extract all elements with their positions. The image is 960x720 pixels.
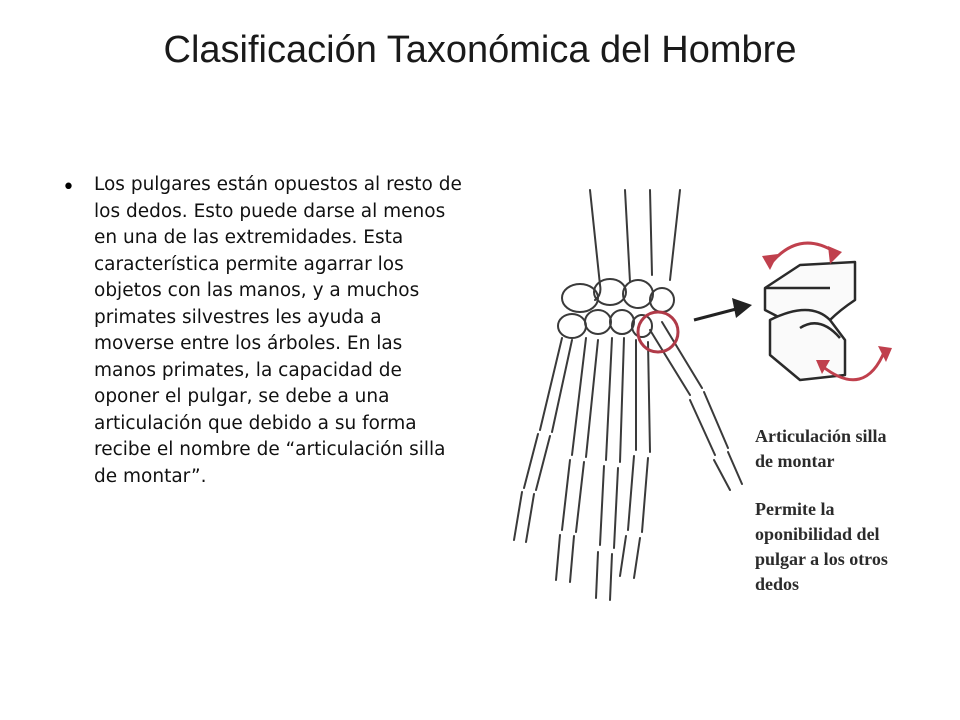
caption-description: Permite la oponibilidad del pulgar a los otros dedos [755, 499, 888, 594]
thumb-bones [650, 322, 742, 490]
index-finger [620, 340, 650, 578]
radius-bone [590, 190, 630, 300]
ring-finger [556, 338, 598, 582]
slide-title: Clasificación Taxonómica del Hombre [163, 29, 797, 71]
saddle-joint-highlight [638, 312, 678, 352]
pointer-arrow-icon [694, 298, 752, 320]
bullet-text: Los pulgares están opuestos al resto de los dedos. Esto puede darse al menos en una de las extremidades. Esta característica permite agarrar los objetos con las manos, y a muchos primates silvestres les ayuda a moverse entre los árboles. En las manos primates, la capacidad de oponer el pulgar, se debe a una articulación que debido a su forma recibe el nombre de “articulación silla de montar”. [94, 174, 462, 487]
bullet-icon: • [62, 175, 75, 200]
saddle-joint-model-icon [765, 262, 855, 380]
caption-title: Articulación silla de montar [755, 426, 887, 471]
middle-finger [596, 338, 624, 600]
carpal-bones [558, 279, 674, 338]
ulna-bone [650, 190, 680, 280]
